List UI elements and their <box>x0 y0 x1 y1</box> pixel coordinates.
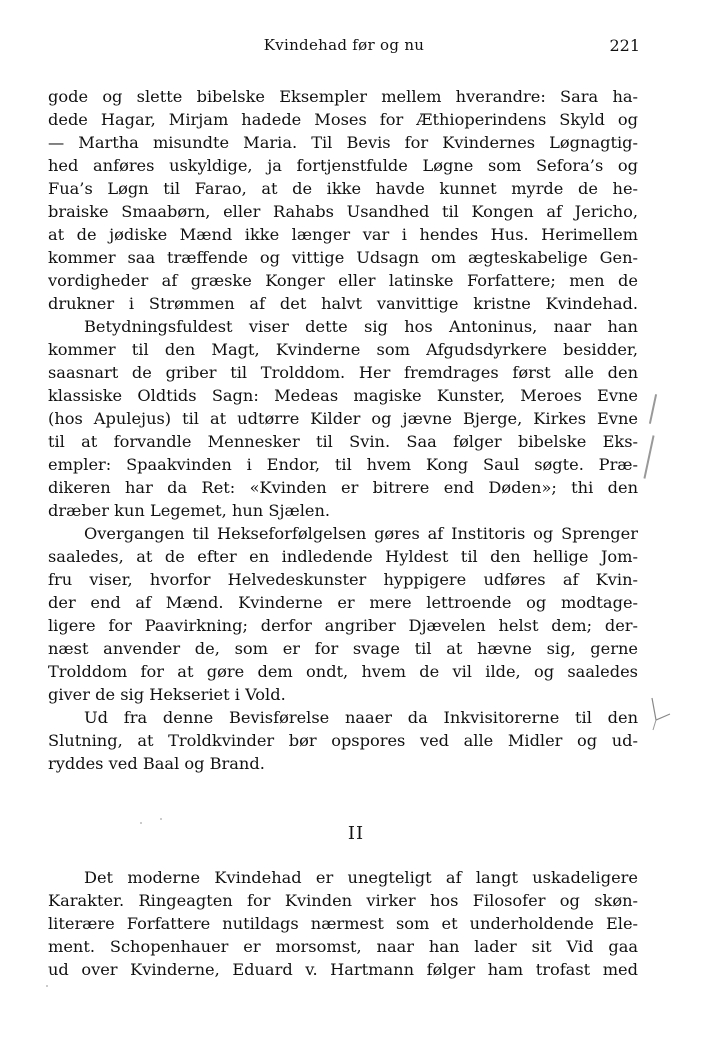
paragraph-last-line: giver de sig Hekseriet i Vold. <box>48 685 286 704</box>
paragraph-first-line: Overgangen til Hekseforfølgelsen gøres af Institoris og Sprenger <box>84 524 638 543</box>
text-line: dikeren har da Ret: «Kvinden er bitrere end Døden»; thi den <box>48 478 638 497</box>
text-line: empler: Spaakvinden i Endor, til hvem Kong Saul søgte. Præ- <box>48 455 638 474</box>
text-line: at de jødiske Mænd ikke længer var i hendes Hus. Herimellem <box>48 225 638 244</box>
text-line: næst anvender de, som er for svage til at hævne sig, gerne <box>48 639 638 658</box>
text-line: Slutning, at Troldkvinder bør opspores ved alle Midler og ud- <box>48 731 638 750</box>
text-line: saasnart de griber til Trolddom. Her fremdrages først alle den <box>48 363 638 382</box>
text-line: ment. Schopenhauer er morsomst, naar han lader sit Vid gaa <box>48 937 638 956</box>
text-line: vordigheder af græske Konger eller latinske Forfattere; men de <box>48 271 638 290</box>
text-line: kommer saa træffende og vittige Udsagn om ægteskabelige Gen- <box>48 248 638 267</box>
paper-speck <box>46 985 48 987</box>
text-line: hed anføres uskyldige, ja fortjenstfulde Løgne som Sefora’s og <box>48 156 638 175</box>
text-line: braiske Smaabørn, eller Rahabs Usandhed til Kongen af Jericho, <box>48 202 638 221</box>
text-line: drukner i Strømmen af det halvt vanvittige kristne Kvindehad. <box>48 294 638 313</box>
paper-speck <box>140 822 142 824</box>
text-line: der end af Mænd. Kvinderne er mere lettroende og modtage- <box>48 593 638 612</box>
pencil-margin-mark <box>650 694 672 734</box>
text-line: Fua’s Løgn til Farao, at de ikke havde kunnet myrde de he- <box>48 179 638 198</box>
text-line: ligere for Paavirkning; derfor angriber Djævelen helst dem; der- <box>48 616 638 635</box>
text-line: Trolddom for at gøre dem ondt, hvem de vil ilde, og saaledes <box>48 662 638 681</box>
section-heading: II <box>347 823 365 844</box>
page-header <box>48 36 640 60</box>
text-line: til at forvandle Mennesker til Svin. Saa følger bibelske Eks- <box>48 432 638 451</box>
text-line: gode og slette bibelske Eksempler mellem hverandre: Sara ha- <box>48 87 638 106</box>
text-line: fru viser, hvorfor Helvedeskunster hyppigere udføres af Kvin- <box>48 570 638 589</box>
paragraph-last-line: ryddes ved Baal og Brand. <box>48 754 265 773</box>
pencil-margin-tick <box>643 435 654 478</box>
text-line: literære Forfattere nutildags nærmest som et underholdende Ele- <box>48 914 638 933</box>
page-number: 221 <box>609 36 640 55</box>
paragraph-last-line: dræber kun Legemet, hun Sjælen. <box>48 501 331 520</box>
text-line: dede Hagar, Mirjam hadede Moses for Æthioperindens Skyld og <box>48 110 638 129</box>
pencil-margin-tick <box>649 394 657 424</box>
running-title: Kvindehad før og nu <box>263 36 425 54</box>
text-line: ud over Kvinderne, Eduard v. Hartmann følger ham trofast med <box>48 960 638 979</box>
paper-speck <box>160 818 162 820</box>
paragraph-first-line: Betydningsfuldest viser dette sig hos Antoninus, naar han <box>84 317 638 336</box>
text-line: (hos Apulejus) til at udtørre Kilder og jævne Bjerge, Kirkes Evne <box>48 409 638 428</box>
text-line: kommer til den Magt, Kvinderne som Afgudsdyrkere besidder, <box>48 340 638 359</box>
paragraph-first-line: Det moderne Kvindehad er unegteligt af langt uskadeligere <box>84 868 638 887</box>
text-line: — Martha misundte Maria. Til Bevis for Kvindernes Løgnagtig- <box>48 133 638 152</box>
text-line: saaledes, at de efter en indledende Hyldest til den hellige Jom- <box>48 547 638 566</box>
text-line: klassiske Oldtids Sagn: Medeas magiske Kunster, Meroes Evne <box>48 386 638 405</box>
text-line: Karakter. Ringeagten for Kvinden virker hos Filosofer og skøn- <box>48 891 638 910</box>
paragraph-first-line: Ud fra denne Bevisførelse naaer da Inkvisitorerne til den <box>84 708 638 727</box>
